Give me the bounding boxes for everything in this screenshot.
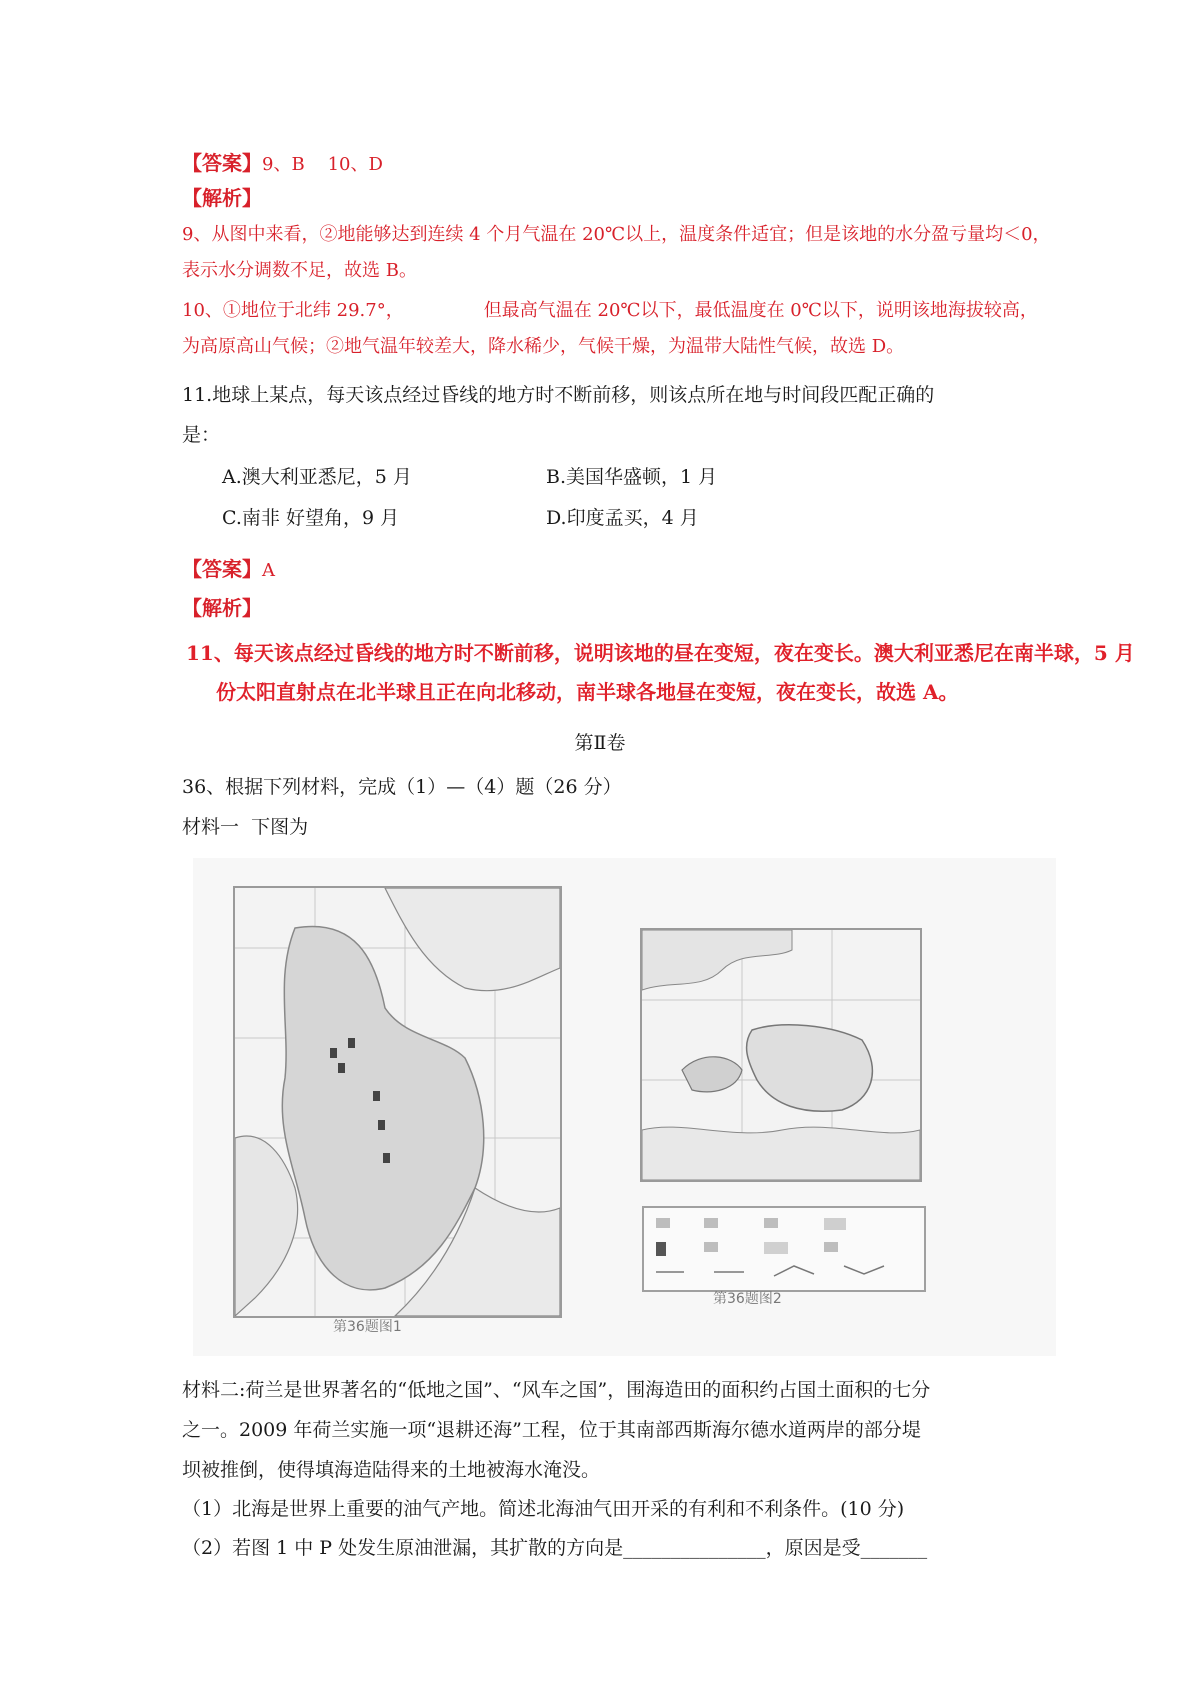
analysis-label-2: 【解析】 — [182, 596, 262, 620]
legend-graphic — [644, 1208, 924, 1290]
q36-sub1: （1）北海是世界上重要的油气产地。简述北海油气田开采的有利和不利条件。(10 分) — [182, 1498, 905, 1520]
q11-stem-line2: 是： — [182, 424, 221, 446]
map-legend — [642, 1206, 926, 1292]
material2-line1: 材料二:荷兰是世界著名的“低地之国”、“风车之国”，围海造田的面积约占国土面积的七分 — [182, 1379, 931, 1401]
q11-stem-line1: 11.地球上某点，每天该点经过昏线的地方时不断前移，则该点所在地与时间段匹配正确的 — [182, 384, 935, 406]
section-title: 第Ⅱ卷 — [574, 732, 626, 754]
analysis-label: 【解析】 — [182, 186, 262, 210]
q11-option-a: A.澳大利亚悉尼，5 月 — [222, 466, 412, 488]
q9-analysis-line2: 表示水分调数不足，故选 B。 — [182, 260, 417, 281]
north-sea-map — [233, 886, 562, 1318]
material1-maps-figure — [193, 858, 1056, 1356]
answer-value: 9、B 10、D — [262, 154, 383, 175]
answer-label: 【答案】 — [182, 151, 262, 175]
netherlands-map-graphic — [642, 930, 920, 1180]
q9-analysis-line1: 9、从图中来看，②地能够达到连续 4 个月气温在 20℃以上，温度条件适宜；但是该地的水分盈亏量均＜0， — [182, 224, 1051, 245]
q11-option-c: C.南非 好望角，9 月 — [222, 507, 400, 529]
map2-caption: 第36题图2 — [713, 1291, 782, 1307]
q11-analysis-line2: 份太阳直射点在北半球且正在向北移动，南半球各地昼在变短，夜在变长，故选 A。 — [216, 680, 959, 704]
q10-analysis-line1: 10、①地位于北纬 29.7°， 但最高气温在 20℃以下，最低温度在 0℃以下，说明该地海拔较高， — [182, 300, 1038, 321]
q11-option-d: D.印度孟买，4 月 — [546, 507, 699, 529]
q36-stem: 36、根据下列材料，完成（1）—（4）题（26 分） — [182, 776, 622, 798]
north-sea-map-graphic — [235, 888, 560, 1316]
netherlands-map — [640, 928, 922, 1182]
answer-value-2: A — [262, 560, 275, 581]
q11-analysis-line1: 11、每天该点经过昏线的地方时不断前移，说明该地的昼在变短，夜在变长。澳大利亚悉尼在南半球，5 月 — [186, 641, 1135, 665]
answer-label-2: 【答案】 — [182, 557, 262, 581]
q36-sub2: （2）若图 1 中 P 处发生原油泄漏，其扩散的方向是_______________，原因是受_______ — [182, 1537, 928, 1559]
material1-label: 材料一 下图为 — [182, 816, 309, 838]
map1-caption: 第36题图1 — [333, 1319, 402, 1335]
material2-line3: 坝被推倒，使得填海造陆得来的土地被海水淹没。 — [182, 1459, 601, 1481]
q11-option-b: B.美国华盛顿，1 月 — [546, 466, 718, 488]
material2-line2: 之一。2009 年荷兰实施一项“退耕还海”工程，位于其南部西斯海尔德水道两岸的部分堤 — [182, 1419, 921, 1441]
answer-row-2 — [182, 553, 275, 582]
answer-row-1 — [182, 147, 383, 176]
q10-analysis-line2: 为高原高山气候；②地气温年较差大，降水稀少，气候干燥，为温带大陆性气候，故选 D。 — [182, 336, 905, 357]
